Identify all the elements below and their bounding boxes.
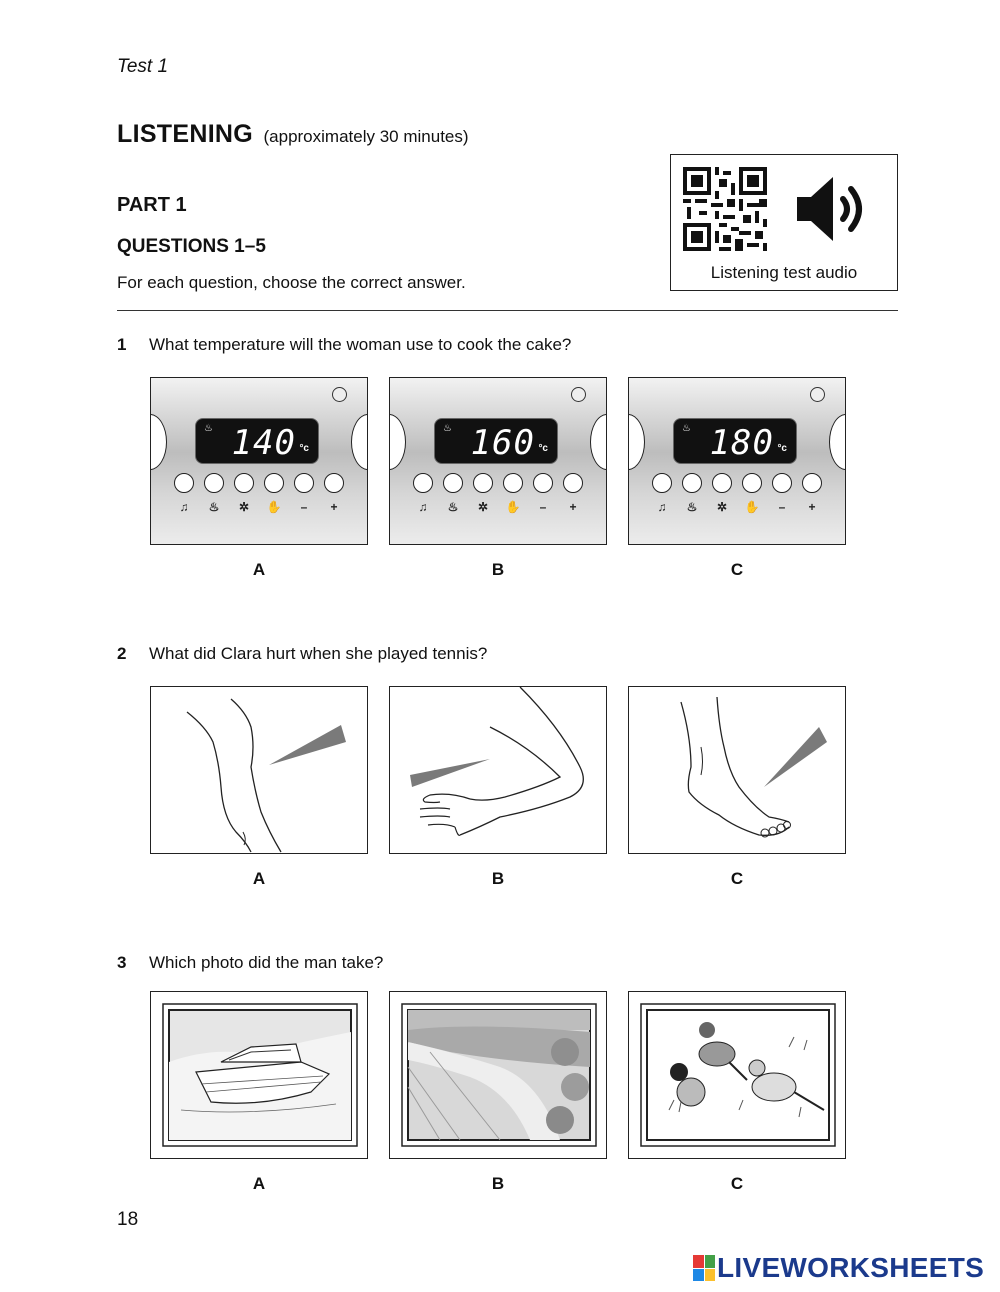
oven-button — [772, 473, 792, 493]
oven-button — [742, 473, 762, 493]
leg-knee-illustration — [151, 687, 368, 854]
audio-caption: Listening test audio — [710, 263, 858, 282]
oven-button — [473, 473, 493, 493]
plus-label: + — [808, 500, 816, 514]
temperature-unit: °c — [777, 443, 787, 454]
boat-photo — [151, 992, 368, 1159]
option-letter: B — [491, 560, 505, 579]
defrost-icon: ✲ — [716, 500, 728, 514]
test-label: Test 1 — [117, 56, 169, 77]
defrost-icon: ✲ — [238, 500, 250, 514]
oven-button — [652, 473, 672, 493]
option-letter: A — [252, 869, 266, 888]
temperature-unit: °c — [538, 443, 548, 454]
option-letter: B — [491, 869, 505, 888]
oven-button — [563, 473, 583, 493]
divider — [117, 310, 898, 311]
heat-icon: ♨ — [686, 500, 698, 514]
oven-side-decor — [389, 414, 406, 470]
qr-code-icon — [683, 167, 767, 251]
speaker-icon — [793, 169, 873, 249]
option-3b-garden-photo[interactable] — [389, 991, 607, 1159]
oven-lamp — [571, 387, 586, 402]
question-text: Which photo did the man take? — [149, 953, 384, 972]
heat-icon: ♨ — [443, 423, 452, 434]
oven-display — [434, 418, 558, 464]
option-2c-foot[interactable] — [628, 686, 846, 854]
hand-icon: ✋ — [744, 500, 760, 514]
birds-photo — [629, 992, 846, 1159]
option-3c-birds-photo[interactable] — [628, 991, 846, 1159]
minus-label: – — [300, 500, 308, 514]
option-letter: A — [252, 1174, 266, 1193]
instruction-text: For each question, choose the correct answer. — [117, 273, 466, 292]
oven-button — [533, 473, 553, 493]
temperature-value: 140 — [231, 423, 296, 463]
brand-name: LIVEWORKSHEETS — [717, 1252, 985, 1283]
heat-icon: ♨ — [204, 423, 213, 434]
heat-icon: ♨ — [682, 423, 691, 434]
hand-icon: ✋ — [505, 500, 521, 514]
questions-range: QUESTIONS 1–5 — [117, 236, 266, 257]
arm-elbow-illustration — [390, 687, 607, 854]
heat-icon: ♨ — [447, 500, 459, 514]
hand-icon: ✋ — [266, 500, 282, 514]
section-duration: (approximately 30 minutes) — [263, 127, 469, 146]
temperature-value: 160 — [470, 423, 535, 463]
oven-button — [682, 473, 702, 493]
oven-button — [204, 473, 224, 493]
oven-side-decor — [351, 414, 368, 470]
question-1 — [117, 335, 571, 355]
question-2 — [117, 644, 487, 664]
oven-button — [234, 473, 254, 493]
question-text: What temperature will the woman use to cook the cake? — [149, 335, 572, 354]
oven-side-decor — [150, 414, 167, 470]
oven-button — [324, 473, 344, 493]
plus-label: + — [330, 500, 338, 514]
oven-button — [294, 473, 314, 493]
oven-lamp — [810, 387, 825, 402]
temperature-value: 180 — [709, 423, 774, 463]
heat-icon: ♨ — [208, 500, 220, 514]
foot-illustration — [629, 687, 846, 854]
oven-button — [802, 473, 822, 493]
oven-button — [413, 473, 433, 493]
oven-button — [264, 473, 284, 493]
question-number: 2 — [117, 644, 127, 663]
option-1c-oven[interactable] — [628, 377, 846, 545]
section-title: LISTENING — [117, 120, 254, 148]
minus-label: – — [539, 500, 547, 514]
option-3a-boat-photo[interactable] — [150, 991, 368, 1159]
temperature-unit: °c — [299, 443, 309, 454]
option-letter: C — [730, 1174, 744, 1193]
defrost-icon: ✲ — [477, 500, 489, 514]
audio-player-box[interactable] — [670, 154, 898, 291]
question-text: What did Clara hurt when she played tennis? — [149, 644, 488, 663]
option-2a-knee[interactable] — [150, 686, 368, 854]
option-2b-elbow[interactable] — [389, 686, 607, 854]
oven-display — [673, 418, 797, 464]
option-letter: C — [730, 560, 744, 579]
oven-side-decor — [590, 414, 607, 470]
garden-photo — [390, 992, 607, 1159]
liveworksheets-logo[interactable] — [693, 1252, 984, 1284]
oven-side-decor — [829, 414, 846, 470]
bell-icon: ♫ — [657, 500, 667, 514]
option-1a-oven[interactable] — [150, 377, 368, 545]
oven-side-decor — [628, 414, 645, 470]
plus-label: + — [569, 500, 577, 514]
page-number: 18 — [117, 1209, 139, 1230]
oven-button — [712, 473, 732, 493]
part-title: PART 1 — [117, 194, 187, 216]
oven-button — [174, 473, 194, 493]
question-number: 1 — [117, 335, 127, 354]
oven-lamp — [332, 387, 347, 402]
question-number: 3 — [117, 953, 127, 972]
oven-button — [443, 473, 463, 493]
bell-icon: ♫ — [418, 500, 428, 514]
option-letter: B — [491, 1174, 505, 1193]
option-letter: A — [252, 560, 266, 579]
minus-label: – — [778, 500, 786, 514]
question-3 — [117, 953, 383, 973]
bell-icon: ♫ — [179, 500, 189, 514]
oven-button — [503, 473, 523, 493]
oven-display — [195, 418, 319, 464]
section-heading — [117, 120, 469, 149]
option-1b-oven[interactable] — [389, 377, 607, 545]
brand-mark-icon — [693, 1255, 715, 1281]
option-letter: C — [730, 869, 744, 888]
